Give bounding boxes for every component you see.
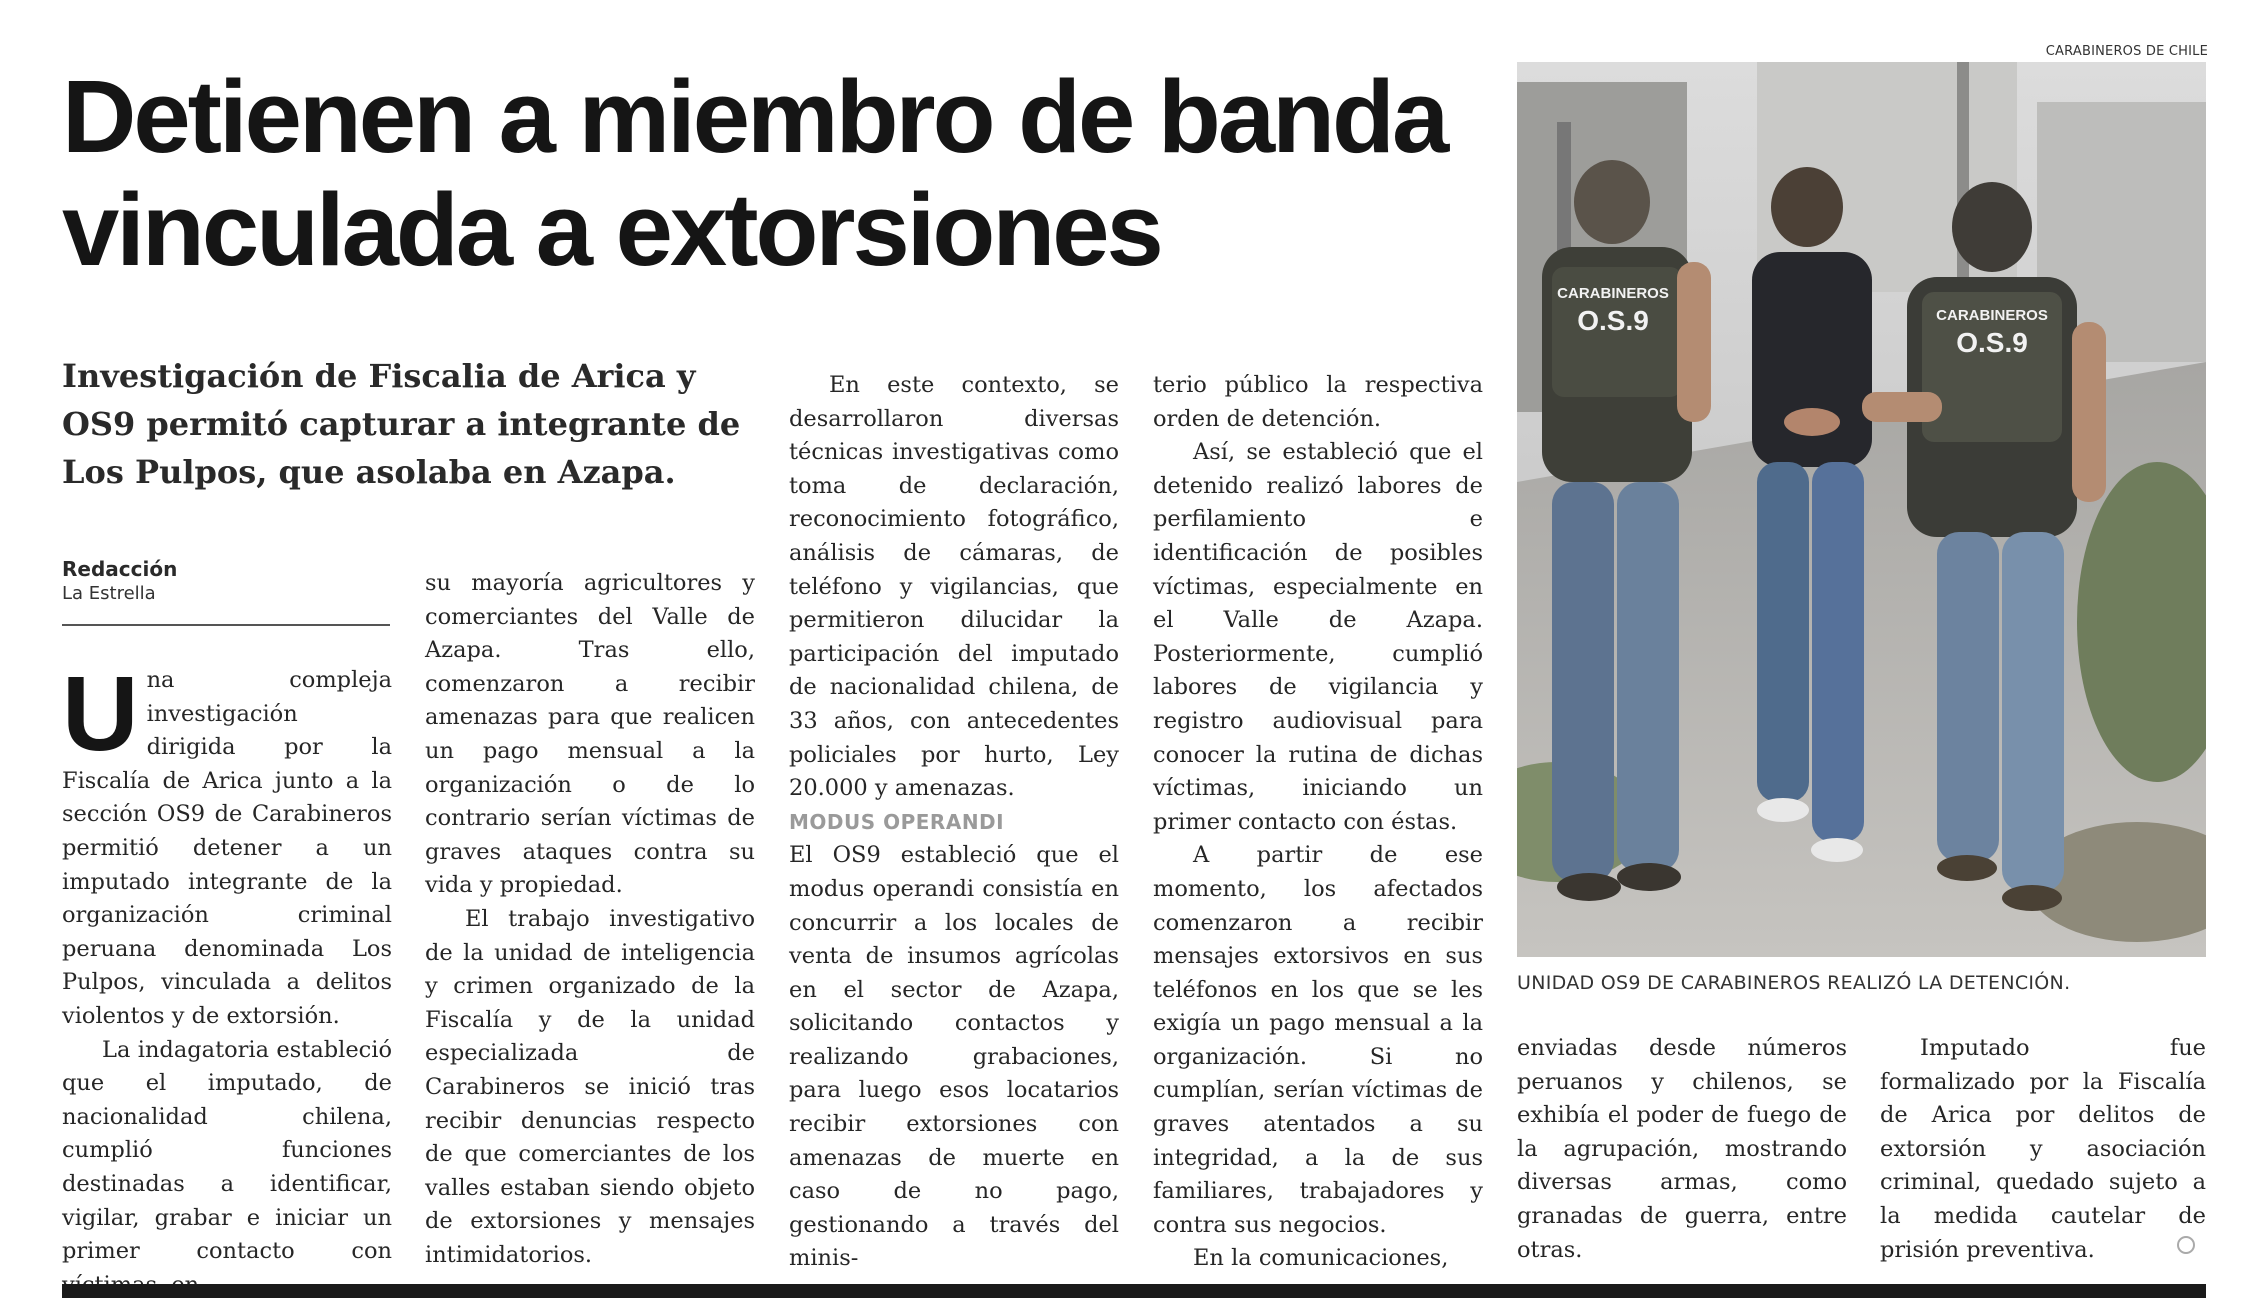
byline-author: Redacción [62, 557, 178, 581]
byline-outlet: La Estrella [62, 583, 156, 604]
column-3-paragraph-1: En este contexto, se desarrollaron diversas técnicas investigativas como toma de declaración, reconocimiento fotográfico, análisis de cámaras, de teléfono y vigilancias, que permitieron dilucidar la participación del imputado de nacionalidad chilena, de 33 años, con antecedentes policiales por hurto, Ley 20.000 y amenazas. [789, 372, 1119, 802]
section-heading-modus-operandi: MODUS OPERANDI [789, 809, 1005, 834]
photo-caption: UNIDAD OS9 DE CARABINEROS REALIZÓ LA DETENCIÓN. [1517, 972, 2071, 994]
subheadline: Investigación de Fiscalia de Arica y OS9 permitó capturar a integrante de Los Pulpos, que asolaba en Azapa. [62, 357, 741, 491]
drop-cap: U [62, 655, 139, 773]
column-2-paragraph-1: su mayoría agricultores y comerciantes del Valle de Azapa. Tras ello, comenzaron a recibir amenazas para que realicen un pago mensual a la organización o de lo contrario serían víctimas de graves ataques contra su vida y propiedad. [425, 570, 755, 899]
vest-label-right-line1: CARABINEROS [1936, 307, 2048, 324]
column-1-paragraph-1 [62, 655, 392, 1034]
column-4-paragraph-2: Así, se estableció que el detenido realizó labores de perfilamiento e identificación de posibles víctimas, especialmente en el Valle de Azapa. Posteriormente, cumplió labores de vigilancia y registro audiovisual para conocer la rutina de dichas víctimas, iniciando un primer contacto con éstas. [1153, 439, 1483, 835]
column-1-paragraph-1-text: na compleja investigación dirigida por la Fiscalía de Arica junto a la sección OS9 de Carabineros permitió detener a un imputado integrante de la organización criminal peruana denominada Los Pulpos, vinculada a delitos violentos y de extorsión. [62, 667, 392, 1029]
arrest-photo-illustration [1517, 62, 2206, 957]
column-5-paragraph-1: enviadas desde números peruanos y chilenos, se exhibía el poder de fuego de la agrupación, mostrando diversas armas, como granadas de guerra, entre otras. [1517, 1035, 1847, 1263]
article-column-6 [1880, 1032, 2206, 1267]
column-4-paragraph-1: terio público la respectiva orden de detención. [1153, 372, 1483, 432]
photo-credit: CARABINEROS DE CHILE [2045, 44, 2208, 59]
headline: Detienen a miembro de banda vinculada a extorsiones [62, 59, 1447, 287]
news-photo [1517, 62, 2206, 957]
column-1-paragraph-2: La indagatoria estableció que el imputado, de nacionalidad chilena, cumplió funciones destinadas a identificar, vigilar, grabar e iniciar un primer contacto con [62, 1036, 392, 1265]
bottom-rule [62, 1284, 2206, 1298]
byline [62, 556, 390, 606]
end-of-article-icon [2177, 1236, 2195, 1254]
article-column-3 [789, 369, 1119, 1276]
column-6-paragraph-1: Imputado fue formalizado por la Fiscalía de Arica por delitos de extorsión y asociación criminal, quedado sujeto a la medida cautelar de prisión preventiva. [1880, 1035, 2206, 1263]
column-2-paragraph-2: El trabajo investigativo de la unidad de inteligencia y crimen organizado de la Fiscalía y de la unidad especializada de Carabineros se inició tras recibir denuncias respecto de que comerciantes de los valles estaban siendo objeto de extorsiones y mensajes intimidatorios. [425, 905, 755, 1268]
article-column-1 [62, 655, 392, 1302]
column-4-paragraph-3: A partir de ese momento, los afectados comenzaron a recibir mensajes extorsivos en sus teléfonos en los que se les exigía un pago mensual a la organización. Si no cumplían, serían víctimas de graves atentados a su integridad, a la de sus familiares, trabajadores y contra sus negocios. [1153, 842, 1483, 1238]
vest-label-left-line2: O.S.9 [1577, 305, 1649, 336]
article-column-2 [425, 567, 755, 1272]
article-column-4 [1153, 369, 1483, 1276]
detainee-figure [1752, 167, 1872, 862]
article-column-5 [1517, 1032, 1847, 1267]
column-4-paragraph-4: En la comunicaciones, [1193, 1245, 1449, 1272]
vest-label-left-line1: CARABINEROS [1557, 285, 1669, 302]
byline-divider [62, 624, 390, 626]
vest-label-right-line2: O.S.9 [1956, 327, 2028, 358]
column-3-paragraph-2: El OS9 estableció que el modus operandi consistía en concurrir a los locales de venta de insumos agrícolas en el sector de Azapa, solicitando contactos y realizando grabaciones, para luego esos locatarios recibir extorsiones con amenazas de muerte en caso de no pago, gestionando a través del minis- [789, 842, 1119, 1272]
